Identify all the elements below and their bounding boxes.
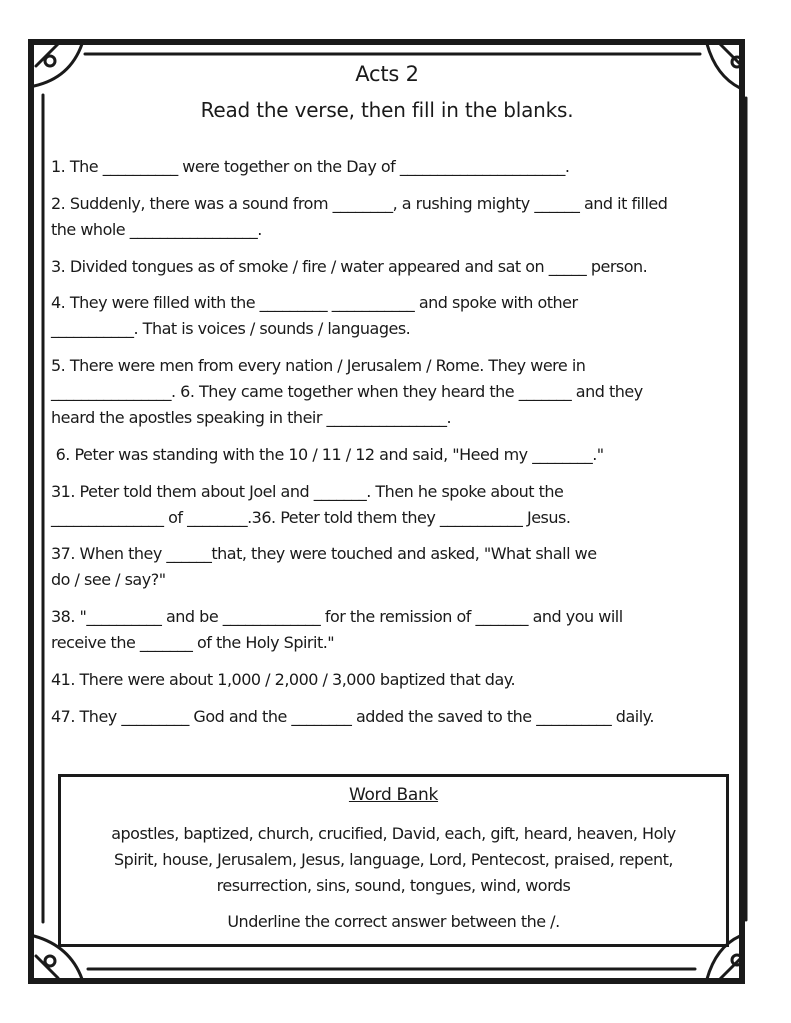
word-bank-box	[58, 774, 729, 947]
word-bank-title: Word Bank	[348, 785, 439, 805]
question-38: 38. "__________ and be _____________ for the remission of _______ and you will receive the _______ of the Holy Spirit."	[51, 607, 623, 652]
page-title: Acts 2	[355, 62, 419, 86]
question-47: 47. They _________ God and the ________ added the saved to the __________ daily.	[51, 707, 654, 726]
question-37: 37. When they ______that, they were touched and asked, "What shall we do / see / say?"	[51, 544, 597, 589]
question-5: 5. There were men from every nation / Jerusalem / Rome. They were in ________________. 6. They came together when they heard the _______ and they heard the apostles speaking in their ________________.	[51, 356, 643, 427]
question-6: 6. Peter was standing with the 10 / 11 / 12 and said, "Heed my ________."	[51, 445, 604, 464]
question-2: 2. Suddenly, there was a sound from ________, a rushing mighty ______ and it filled the whole _________________.	[51, 194, 668, 239]
question-4: 4. They were filled with the _________ ___________ and spoke with other ___________. That is voices / sounds / languages.	[51, 293, 578, 338]
instructions: Read the verse, then fill in the blanks.	[200, 98, 574, 122]
question-31: 31. Peter told them about Joel and _______. Then he spoke about the _______________ of ________.36. Peter told them they ___________ Jesus.	[51, 482, 571, 527]
question-1: 1. The __________ were together on the Day of ______________________.	[51, 157, 570, 176]
question-3: 3. Divided tongues as of smoke / fire / water appeared and sat on _____ person.	[51, 257, 648, 276]
word-bank-note: Underline the correct answer between the /.	[227, 912, 560, 931]
question-41: 41. There were about 1,000 / 2,000 / 3,000 baptized that day.	[51, 670, 516, 689]
word-bank-words: apostles, baptized, church, crucified, David, each, gift, heard, heaven, Holy Spirit, house, Jerusalem, Jesus, language, Lord, Pentecost, praised, repent, resurrection, sins, sound, tongues, wind, words	[111, 824, 676, 895]
